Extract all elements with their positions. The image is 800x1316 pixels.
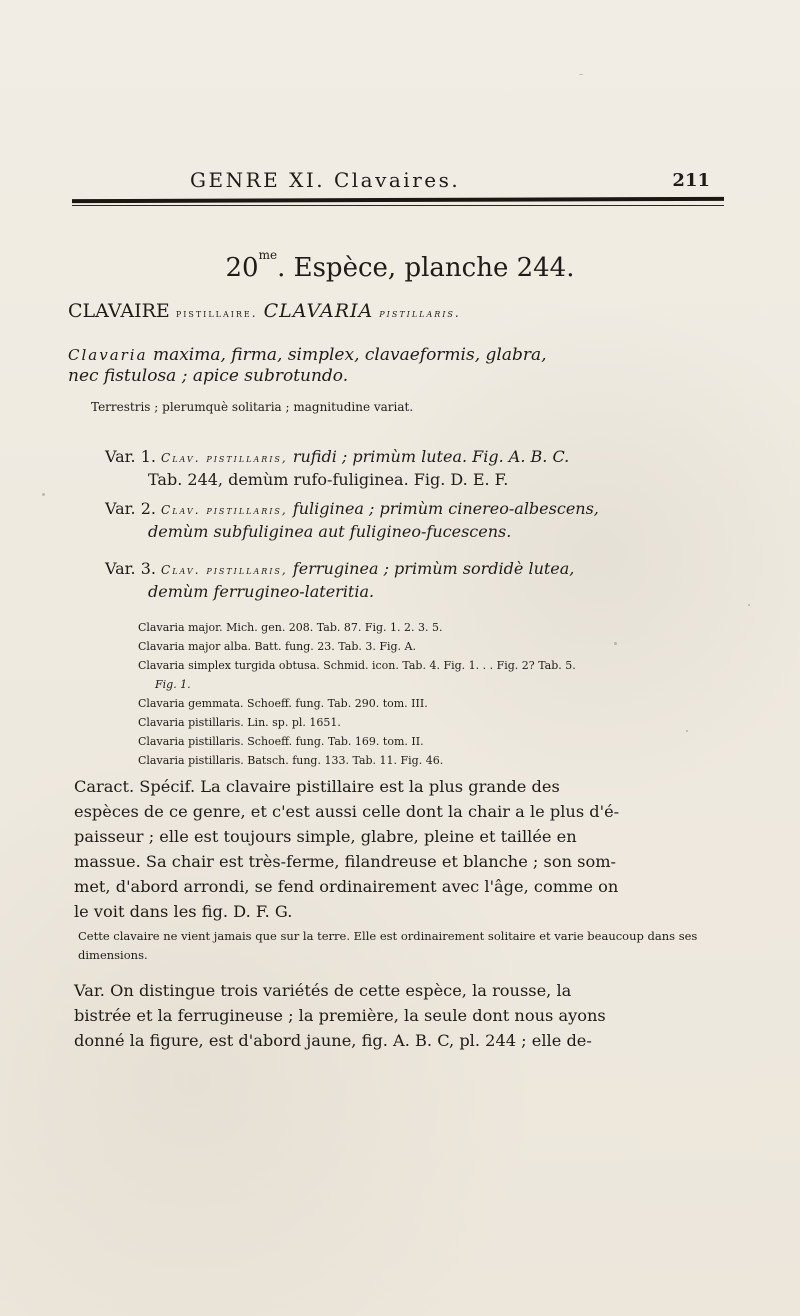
running-head [190, 168, 710, 196]
diagnosis-line-2: nec fistulosa ; apice subrotundo. [68, 366, 349, 386]
synonym-line-8: Clavaria pistillaris. Batsch. fung. 133. Tab. 11. Fig. 46. [138, 754, 444, 767]
variety-paragraph-line-1: Var. On distingue trois variétés de cette espèce, la rousse, la [74, 981, 572, 1000]
common-species: pistillaire. [175, 306, 258, 320]
species-heading [0, 248, 800, 283]
variety-paragraph-line-2: bistrée et la ferrugineuse ; la première, la seule dont nous ayons [74, 1006, 606, 1025]
variety-3-line-1 [105, 558, 735, 581]
species-title-line [68, 300, 738, 322]
character-line-6: le voit dans les fig. D. F. G. [74, 902, 293, 921]
header-rule-thick [72, 197, 724, 203]
variety-3-line-2: demùm ferrugineo-lateritia. [148, 582, 375, 601]
variety-2-number: Var. 2. [105, 499, 156, 518]
paper-speck [42, 493, 45, 496]
specific-character-paragraph [74, 774, 738, 924]
variety-1-number: Var. 1. [105, 447, 156, 466]
page-number: 211 [672, 170, 710, 191]
habitat-line: Terrestris ; plerumquè solitaria ; magnitudine variat. [91, 400, 414, 414]
variety-2-line-1-rest: fuliginea ; primùm cinereo-albescens, [292, 499, 599, 518]
synonym-line-3: Clavaria simplex turgida obtusa. Schmid. icon. Tab. 4. Fig. 1. . . Fig. 2? Tab. 5. [138, 659, 576, 672]
latin-diagnosis [68, 345, 738, 387]
paper-speck [614, 642, 617, 645]
variety-1-line-1-rest: rufidi ; primùm lutea. Fig. A. B. C. [292, 447, 570, 466]
variety-2-name: Clav. pistillaris, [161, 503, 288, 517]
synonym-line-1: Clavaria major. Mich. gen. 208. Tab. 87. Fig. 1. 2. 3. 5. [138, 621, 443, 634]
variety-1 [105, 446, 735, 491]
diagnosis-genus: Clavaria [68, 346, 148, 364]
species-heading-text: . Espèce, planche 244. [277, 253, 575, 283]
variety-paragraph [74, 978, 739, 1053]
synonym-line-4: Fig. 1. [155, 678, 191, 691]
character-line-3: paisseur ; elle est toujours simple, glabre, pleine et taillée en [74, 827, 577, 846]
variety-2-line-1 [105, 498, 735, 521]
synonym-line-2: Clavaria major alba. Batt. fung. 23. Tab. 3. Fig. A. [138, 640, 416, 653]
character-line-4: massue. Sa chair est très-ferme, filandreuse et blanche ; son som- [74, 852, 617, 871]
variety-3 [105, 558, 735, 603]
paper-speck [748, 604, 750, 606]
variety-1-line-1 [105, 446, 735, 469]
habitat-note: Cette clavaire ne vient jamais que sur la terre. Elle est ordinairement solitaire et varie beaucoup dans ses dimensions. [78, 929, 698, 962]
character-line-1: Caract. Spécif. La clavaire pistillaire est la plus grande des [74, 777, 560, 796]
variety-1-line-2: Tab. 244, demùm rufo-fuliginea. Fig. D. E. F. [148, 470, 509, 489]
variety-1-name: Clav. pistillaris, [161, 451, 288, 465]
species-ordinal: 20 [225, 253, 259, 283]
variety-3-line-1-rest: ferruginea ; primùm sordidè lutea, [292, 559, 575, 578]
paper-speck [686, 730, 688, 732]
latin-species: pistillaris. [379, 306, 461, 320]
paper-speck [579, 74, 583, 75]
synonym-line-6: Clavaria pistillaris. Lin. sp. pl. 1651. [138, 716, 341, 729]
variety-2-line-2: demùm subfuliginea aut fuligineo-fucescens. [148, 522, 512, 541]
variety-2 [105, 498, 735, 543]
latin-genus: CLAVARIA [263, 300, 374, 322]
variety-3-name: Clav. pistillaris, [161, 563, 288, 577]
synonym-line-5: Clavaria gemmata. Schoeff. fung. Tab. 290. tom. III. [138, 697, 428, 710]
species-ordinal-suffix: me [258, 248, 278, 263]
genre-header: GENRE XI. Clavaires. [190, 168, 461, 192]
diagnosis-line-1 [68, 345, 738, 366]
header-rule-thin [72, 205, 724, 206]
synonym-list [138, 618, 723, 770]
variety-3-number: Var. 3. [105, 559, 156, 578]
character-line-2: espèces de ce genre, et c'est aussi celle dont la chair a le plus d'é- [74, 802, 620, 821]
diagnosis-rest: maxima, firma, simplex, clavaeformis, glabra, [152, 345, 547, 365]
synonym-line-7: Clavaria pistillaris. Schoeff. fung. Tab. 169. tom. II. [138, 735, 424, 748]
character-line-5: met, d'abord arrondi, se fend ordinairement avec l'âge, comme on [74, 877, 619, 896]
common-name: CLAVAIRE [68, 300, 170, 322]
variety-paragraph-line-3: donné la figure, est d'abord jaune, fig. A. B. C, pl. 244 ; elle de- [74, 1031, 592, 1050]
